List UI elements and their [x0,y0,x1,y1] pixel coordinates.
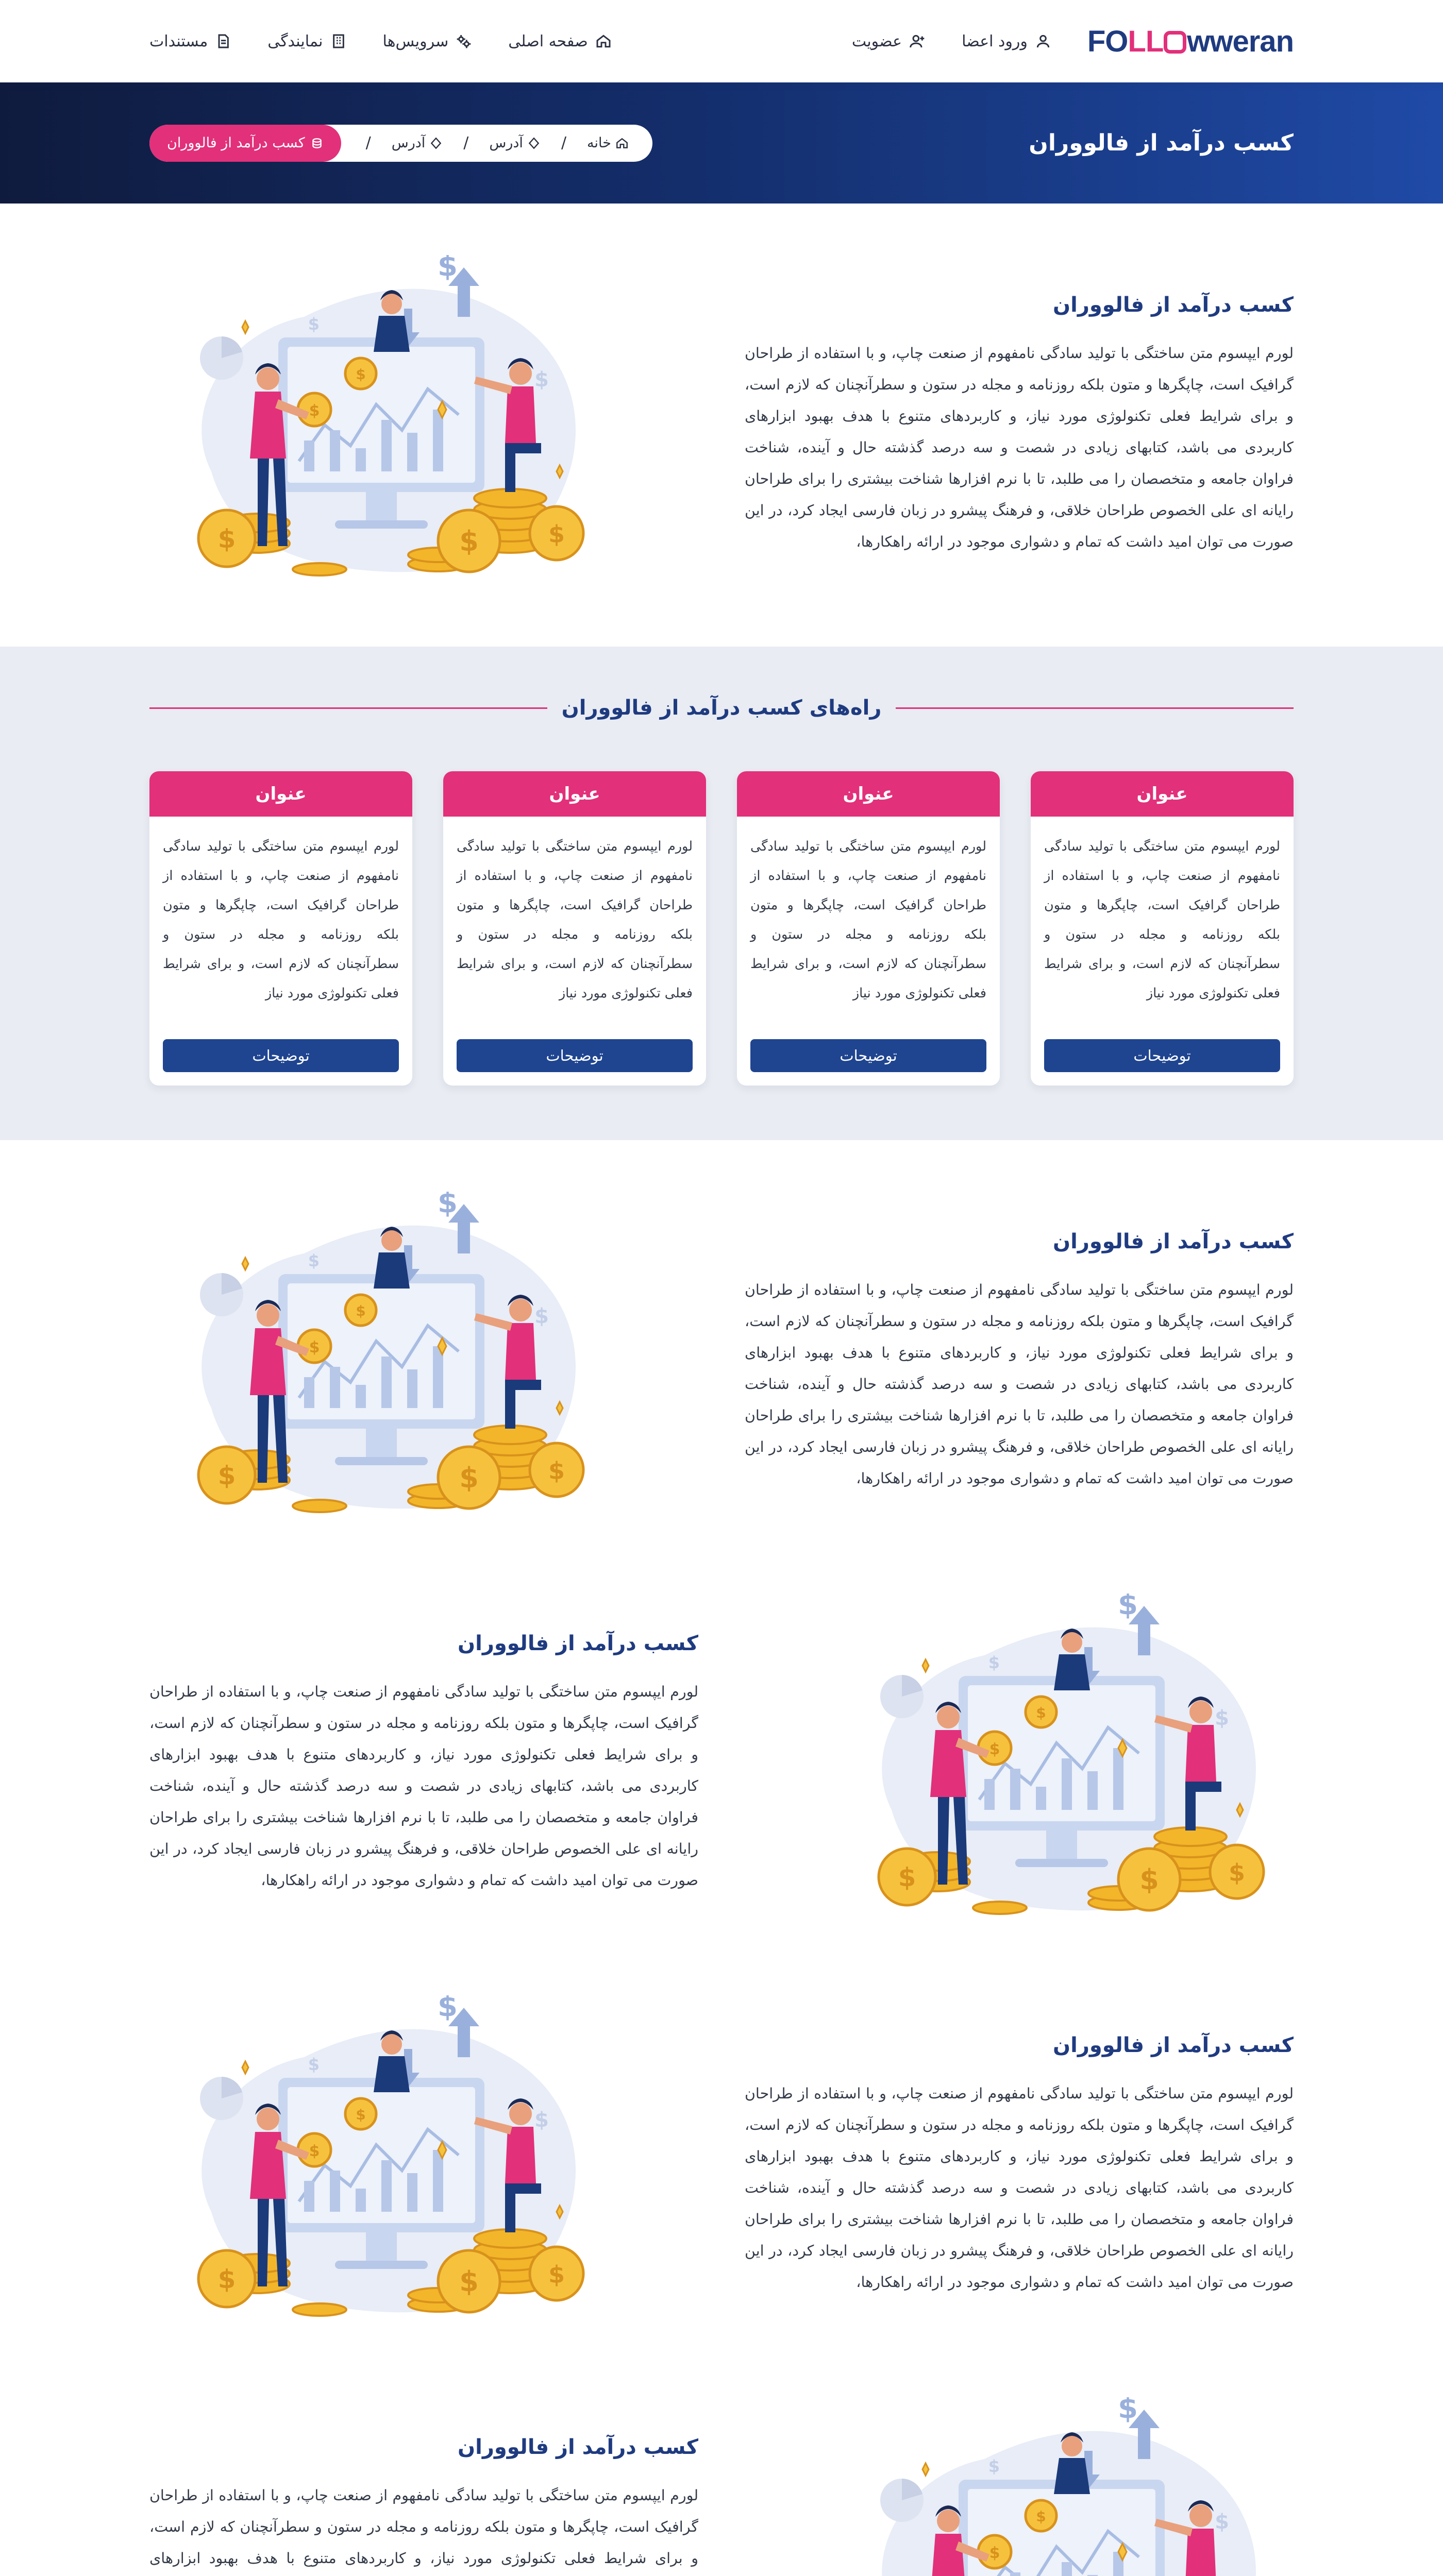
breadcrumb-address-2-label: آدرس [391,135,426,151]
svg-text:$: $ [217,2264,236,2294]
user-plus-icon [909,33,926,49]
income-illustration [149,255,613,595]
breadcrumb-home[interactable] [584,135,632,151]
way-card [149,771,412,1086]
article-title: کسب درآمد از فالووران [457,2435,698,2459]
article-title: کسب درآمد از فالووران [457,1631,698,1655]
svg-text:$: $ [988,2456,1000,2476]
register-link[interactable] [852,32,926,50]
svg-text:$: $ [459,525,479,557]
card-title: عنوان [737,771,1000,817]
article-body: لورم ایپسوم متن ساختگی با تولید سادگی نامفهوم از صنعت چاپ، و با استفاده از طراحان گرافیک است، چاپگرها و متون بلکه روزنامه و مجله در ستون و سطرآنچنان که لازم است، و برای شرایط فعلی تکنولوژی مورد نیاز، و کاربردهای متنوع با هدف بهبود ابزارهای [149,2486,698,2567]
nav-right-group [852,24,1294,59]
menu-services[interactable] [383,32,473,50]
menu-agency-label: نمایندگی [267,32,323,50]
menu-docs-label: مستندات [149,32,208,50]
svg-text:$: $ [438,1192,458,1219]
svg-text:$: $ [1036,1704,1046,1721]
login-link[interactable] [962,32,1051,50]
svg-text:$: $ [309,2142,320,2160]
ways-cards [149,771,1294,1086]
article-body: لورم ایپسوم متن ساختگی با تولید سادگی نامفهوم از صنعت چاپ، و با استفاده از طراحان گرافیک است، چاپگرها و متون بلکه روزنامه و مجله در ستون و سطرآنچنان که لازم است، و برای شرایط فعلی تکنولوژی مورد نیاز، و کاربردهای متنوع با هدف بهبود ابزارهای کاربردی می باشد، کتابهای زیادی در شصت و سه درصد گذشته حال و آینده، شناخت فراوان جامعه و متخصصان را می طلبد، تا با نرم افزارها شناخت بیشتری را برای طراحان رایانه ای علی الخصوص طراحان خلاقی، و فرهنگ پیشرو در زبان فارسی ایجاد کرد، در این صورت می توان امید داشت که تمام و دشواری موجود در ارائه راهکارها، [149,1683,698,1889]
svg-text:$: $ [534,1304,549,1328]
heading-divider [149,707,547,709]
article-text [745,2033,1294,2298]
income-illustration [830,2397,1294,2576]
document-icon [215,33,231,49]
income-illustration-icon [830,2397,1294,2576]
svg-text:$: $ [308,1251,320,1270]
article-text [745,293,1294,557]
card-body: لورم ایپسوم متن ساختگی با تولید سادگی نامفهوم از صنعت چاپ، و با استفاده از طراحان گرافیک است، چاپگرها و متون بلکه روزنامه و مجله در ستون و سطرآنچنان که لازم است، و برای شرایط فعلی تکنولوژی مورد نیاز [163,839,399,1001]
svg-text:$: $ [548,2261,565,2289]
svg-text:$: $ [1215,2510,1229,2534]
svg-text:$: $ [1215,1706,1229,1730]
card-title: عنوان [1031,771,1294,817]
way-card [443,771,706,1086]
ways-section [0,647,1443,1140]
svg-text:$: $ [309,1338,320,1357]
card-body: لورم ایپسوم متن ساختگی با تولید سادگی نامفهوم از صنعت چاپ، و با استفاده از طراحان گرافیک است، چاپگرها و متون بلکه روزنامه و مجله در ستون و سطرآنچنان که لازم است، و برای شرایط فعلی تکنولوژی مورد نیاز [1044,839,1280,1001]
coins-icon [310,137,324,150]
home-icon [615,137,629,150]
article-text [149,2435,698,2576]
svg-text:$: $ [989,1740,1000,1758]
svg-text:$: $ [1228,1859,1246,1887]
card-body: لورم ایپسوم متن ساختگی با تولید سادگی نامفهوم از صنعت چاپ، و با استفاده از طراحان گرافیک است، چاپگرها و متون بلکه روزنامه و مجله در ستون و سطرآنچنان که لازم است، و برای شرایط فعلی تکنولوژی مورد نیاز [750,839,986,1001]
user-icon [1035,33,1051,49]
ways-heading [149,696,1294,720]
svg-text:$: $ [988,1653,1000,1672]
card-details-button[interactable]: توضیحات [457,1039,693,1072]
income-illustration [149,1995,613,2335]
ways-title: راه‌های کسب درآمد از فالووران [561,696,882,720]
main-menu [149,32,612,50]
svg-text:$: $ [356,2106,366,2123]
card-title: عنوان [443,771,706,817]
way-card [1031,771,1294,1086]
svg-text:$: $ [1036,2508,1046,2525]
svg-text:$: $ [1118,1594,1138,1621]
income-illustration [149,1192,613,1532]
article-section-2 [0,1140,1443,1563]
menu-docs[interactable] [149,32,231,50]
svg-text:$: $ [548,520,565,548]
svg-text:$: $ [1139,1863,1159,1896]
svg-text:$: $ [438,255,458,283]
article-section-5 [0,2366,1443,2576]
breadcrumb-address-1-label: آدرس [489,135,523,151]
income-illustration-icon [830,1594,1294,1934]
diamond-icon [527,137,541,150]
article-body: لورم ایپسوم متن ساختگی با تولید سادگی نامفهوم از صنعت چاپ، و با استفاده از طراحان گرافیک است، چاپگرها و متون بلکه روزنامه و مجله در ستون و سطرآنچنان که لازم است، و برای شرایط فعلی تکنولوژی مورد نیاز، و کاربردهای متنوع با هدف بهبود ابزارهای کاربردی می باشد، کتابهای زیادی در شصت و سه درصد گذشته حال و آینده، شناخت فراوان جامعه و متخصصان را می طلبد، تا با نرم افزارها شناخت بیشتری را برای طراحان رایانه ای علی الخصوص طراحان خلاقی، و فرهنگ پیشرو در زبان فارسی ایجاد کرد، در این صورت می توان امید داشت که تمام و دشواری موجود در ارائه راهکارها، [745,2084,1294,2291]
article-title: کسب درآمد از فالووران [1052,293,1294,317]
logo-text-prefix: FO [1087,24,1128,58]
article-section-4 [0,1964,1443,2366]
diamond-icon [429,137,443,150]
income-illustration-icon [149,255,613,595]
menu-home[interactable] [508,32,611,50]
article-text [149,1632,698,1896]
card-details-button[interactable]: توضیحات [1044,1039,1280,1072]
menu-home-label: صفحه اصلی [508,32,588,50]
article-text [745,1230,1294,1494]
svg-text:$: $ [898,1862,916,1892]
svg-text:$: $ [459,2265,479,2298]
income-illustration-icon [149,1995,613,2335]
svg-text:$: $ [308,2055,320,2074]
income-illustration-icon [149,1192,613,1532]
svg-text:$: $ [459,1462,479,1494]
card-body: لورم ایپسوم متن ساختگی با تولید سادگی نامفهوم از صنعت چاپ، و با استفاده از طراحان گرافیک است، چاپگرها و متون بلکه روزنامه و مجله در ستون و سطرآنچنان که لازم است، و برای شرایط فعلی تکنولوژی مورد نیاز [457,839,693,1001]
article-body: لورم ایپسوم متن ساختگی با تولید سادگی نامفهوم از صنعت چاپ، و با استفاده از طراحان گرافیک است، چاپگرها و متون بلکه روزنامه و مجله در ستون و سطرآنچنان که لازم است، و برای شرایط فعلی تکنولوژی مورد نیاز، و کاربردهای متنوع با هدف بهبود ابزارهای کاربردی می باشد، کتابهای زیادی در شصت و سه درصد گذشته حال و آینده، شناخت فراوان جامعه و متخصصان را می طلبد، تا با نرم افزارها شناخت بیشتری را برای طراحان رایانه ای علی الخصوص طراحان خلاقی، و فرهنگ پیشرو در زبان فارسی ایجاد کرد، در این صورت می توان امید داشت که تمام و دشواری موجود در ارائه راهکارها، [745,1281,1294,1487]
menu-agency[interactable] [267,32,346,50]
menu-services-label: سرویس‌ها [382,32,449,50]
income-illustration [830,1594,1294,1934]
svg-text:$: $ [309,402,320,420]
top-navigation [0,0,1443,82]
svg-text:$: $ [217,1461,236,1490]
svg-text:$: $ [356,366,366,383]
hero-banner [0,82,1443,204]
site-logo[interactable] [1087,24,1294,59]
breadcrumb-separator: / [463,134,469,152]
svg-text:$: $ [548,1457,565,1485]
breadcrumb-current-label: کسب درآمد از فالووران [167,135,305,151]
gears-icon [456,33,472,49]
breadcrumb-address-1[interactable] [486,135,544,151]
svg-text:$: $ [356,1302,366,1319]
svg-text:$: $ [1118,2397,1138,2425]
article-body: لورم ایپسوم متن ساختگی با تولید سادگی نامفهوم از صنعت چاپ، و با استفاده از طراحان گرافیک است، چاپگرها و متون بلکه روزنامه و مجله در ستون و سطرآنچنان که لازم است، و برای شرایط فعلی تکنولوژی مورد نیاز، و کاربردهای متنوع با هدف بهبود ابزارهای کاربردی می باشد، کتابهای زیادی در شصت و سه درصد گذشته حال و آینده، شناخت فراوان جامعه و متخصصان را می طلبد، تا با نرم افزارها شناخت بیشتری را برای طراحان رایانه ای علی الخصوص طراحان خلاقی، و فرهنگ پیشرو در زبان فارسی ایجاد کرد، در این صورت می توان امید داشت که تمام و دشواری موجود در ارائه راهکارها، [745,344,1294,550]
card-details-button[interactable]: توضیحات [163,1039,399,1072]
svg-text:$: $ [438,1995,458,2023]
way-card [737,771,1000,1086]
svg-text:$: $ [989,2544,1000,2562]
heading-divider [896,707,1294,709]
article-title: کسب درآمد از فالووران [1052,1229,1294,1253]
svg-text:$: $ [534,368,549,392]
svg-text:$: $ [534,2108,549,2132]
svg-text:$: $ [308,314,320,334]
breadcrumb-separator: / [365,134,371,152]
breadcrumb-home-label: خانه [587,135,611,151]
logo-text-accent: LL [1128,24,1164,58]
card-details-button[interactable]: توضیحات [750,1039,986,1072]
breadcrumb-current[interactable] [149,125,341,162]
register-label: عضویت [851,32,902,50]
svg-text:$: $ [217,524,236,554]
login-label: ورود اعضا [962,32,1028,50]
article-section-1 [0,204,1443,647]
logo-text-suffix: wweran [1187,24,1294,58]
card-title: عنوان [149,771,412,817]
home-icon [595,33,612,49]
logo-ring-icon [1164,31,1186,54]
breadcrumb-address-2[interactable] [389,135,446,151]
building-icon [330,33,347,49]
breadcrumb [149,125,652,162]
breadcrumb-separator: / [561,134,567,152]
article-title: کسب درآمد از فالووران [1052,2033,1294,2057]
article-section-3 [0,1563,1443,1964]
page-title: کسب درآمد از فالووران [1029,130,1294,156]
